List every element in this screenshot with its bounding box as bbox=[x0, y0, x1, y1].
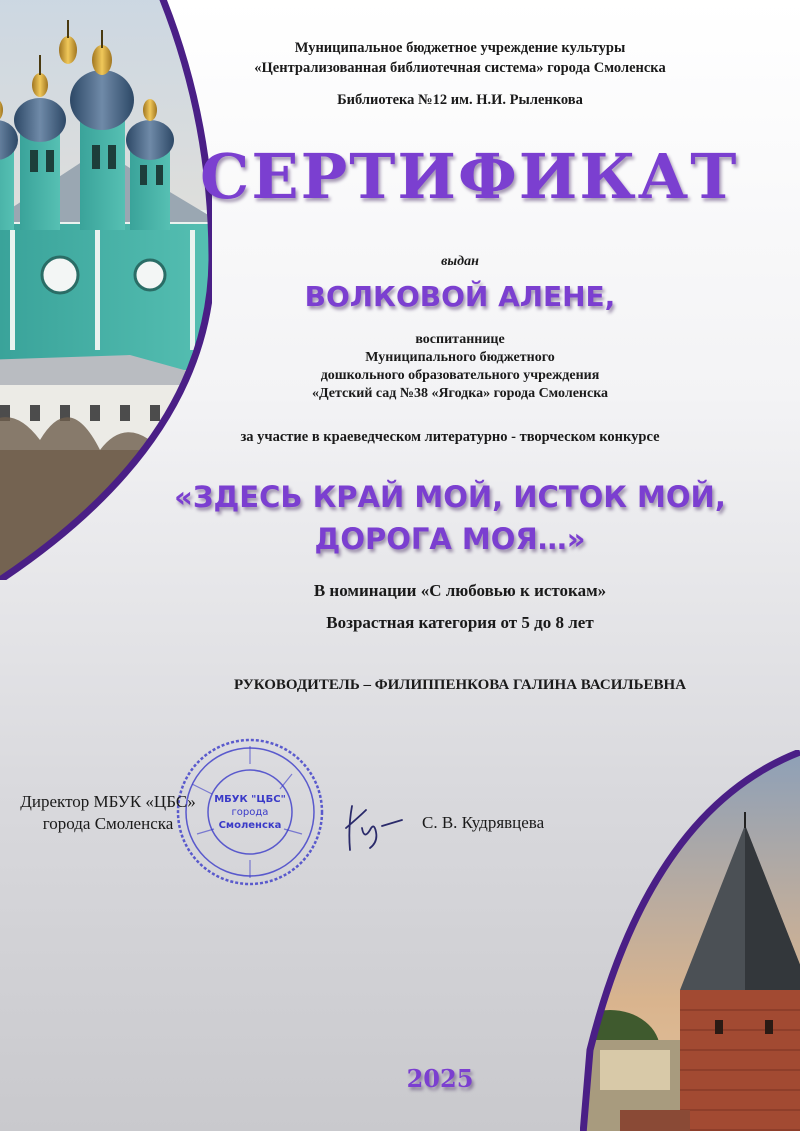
certificate-title: СЕРТИФИКАТ bbox=[200, 140, 739, 213]
contest-name-line2: ДОРОГА МОЯ…» bbox=[314, 522, 586, 556]
director-position-line1: Директор МБУК «ЦБС» bbox=[20, 792, 196, 811]
institution-line3: дошкольного образовательного учреждения bbox=[320, 368, 600, 383]
recipient-name: ВОЛКОВОЙ АЛЕНЕ, bbox=[304, 280, 616, 313]
issued-label: выдан bbox=[441, 254, 479, 269]
certificate-year: 2025 bbox=[406, 1064, 474, 1093]
institution-line4: «Детский сад №38 «Ягодка» города Смоленска bbox=[311, 386, 609, 401]
contest-name-line1: «ЗДЕСЬ КРАЙ МОЙ, ИСТОК МОЙ, bbox=[174, 480, 726, 514]
fortress-tower-photo bbox=[580, 750, 800, 1131]
header-library: Библиотека №12 им. Н.И. Рыленкова bbox=[337, 92, 583, 108]
header-org-line1: Муниципальное бюджетное учреждение культуры bbox=[294, 40, 626, 56]
age-category: Возрастная категория от 5 до 8 лет bbox=[326, 613, 594, 632]
nomination: В номинации «С любовью к истокам» bbox=[313, 581, 607, 600]
director-name: С. В. Кудрявцева bbox=[422, 813, 545, 832]
stamp-text-line1: МБУК "ЦБС" bbox=[214, 794, 286, 805]
director-position-line2: города Смоленска bbox=[42, 814, 174, 833]
stamp-text-line3: Смоленска bbox=[218, 820, 282, 831]
stamp-text-line2: города bbox=[231, 807, 269, 818]
contest-intro: за участие в краеведческом литературно - творческом конкурсе bbox=[240, 429, 660, 445]
institution-line2: Муниципального бюджетного bbox=[365, 350, 555, 365]
institution-line1: воспитаннице bbox=[415, 332, 505, 347]
handwritten-signature bbox=[340, 798, 410, 858]
header-org-line2: «Централизованная библиотечная система» города Смоленска bbox=[254, 60, 666, 76]
supervisor: РУКОВОДИТЕЛЬ – ФИЛИППЕНКОВА ГАЛИНА ВАСИЛЬЕВНА bbox=[233, 677, 687, 693]
